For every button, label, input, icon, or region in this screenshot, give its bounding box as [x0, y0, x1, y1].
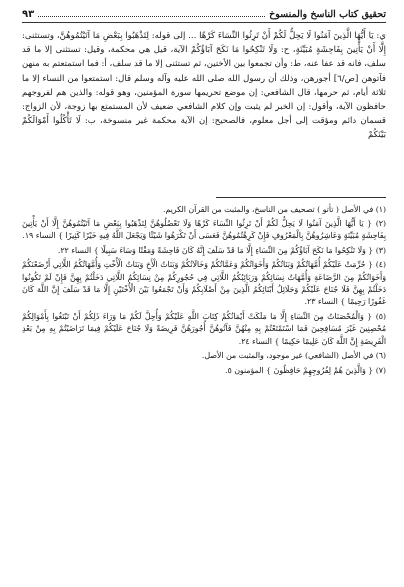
- footnote-5: (٥) { وَالْمُحْصَنَاتُ مِنَ النِّسَاءِ إِلَّا مَا مَلَكَتْ أَيْمَانُكُمْ كِتَابَ اللَّهِ عَلَيْكُمْ وَأُحِلَّ لَكُمْ مَا وَرَاءَ ذَلِكُمْ أَنْ تَبْتَغُوا بِأَمْوَالِكُمْ مُحْصِنِينَ غَيْرَ مُسَافِحِينَ فَمَا اسْتَمْتَعْتُمْ بِهِ مِنْهُنَّ فَآتُوهُنَّ أُجُورَهُنَّ فَرِيضَةً وَلَا جُنَاحَ عَلَيْكُمْ فِيمَا تَرَاضَيْتُمْ بِهِ مِنْ بَعْدِ الْفَرِيضَةِ إِنَّ اللَّهَ كَانَ عَلِيمًا حَكِيمًا } النساء ٢٤.: [22, 311, 386, 346]
- header-rule: [22, 22, 386, 23]
- running-title: تحقيق كتاب الناسخ والمنسوخ: [269, 9, 386, 20]
- footnote-1: (١) في الأصل ( تأتو ) تصحيف من الناسخ، والمثبت من القرآن الكريم.: [162, 204, 386, 214]
- footnote-7: (٧) { وَالَّذِينَ هُمْ لِفُرُوجِهِمْ حَافِظُونَ } المؤمنون ٥.: [225, 365, 386, 375]
- footnotes: [22, 204, 386, 377]
- footnote-separator: [216, 197, 386, 198]
- footnote-3: (٣) { وَلَا تَنْكِحُوا مَا نَكَحَ آبَاؤُكُمْ مِنَ النِّسَاءِ إِلَّا مَا قَدْ سَلَفَ إِنَّهُ كَانَ فَاحِشَةً وَمَقْتًا وَسَاءَ سَبِيلًا } النساء ٢٢.: [57, 245, 386, 255]
- footnote-4: (٤) { حُرِّمَتْ عَلَيْكُمْ أُمَّهَاتُكُمْ وَبَنَاتُكُمْ وَأَخَوَاتُكُمْ وَعَمَّاتُكُمْ وَخَالَاتُكُمْ وَبَنَاتُ الْأَخِ وَبَنَاتُ الْأُخْتِ وَأُمَّهَاتُكُمُ اللَّاتِي أَرْضَعْنَكُمْ وَأَخَوَاتُكُمْ مِنَ الرَّضَاعَةِ وَأُمَّهَاتُ نِسَائِكُمْ وَرَبَائِبُكُمُ اللَّاتِي فِي حُجُورِكُمْ مِنْ نِسَائِكُمُ اللَّاتِي دَخَلْتُمْ بِهِنَّ فَإِنْ لَمْ تَكُونُوا دَخَلْتُمْ بِهِنَّ فَلَا جُنَاحَ عَلَيْكُمْ وَحَلَائِلُ أَبْنَائِكُمُ الَّذِينَ مِنْ أَصْلَابِكُمْ وَأَنْ تَجْمَعُوا بَيْنَ الْأُخْتَيْنِ إِلَّا مَا قَدْ سَلَفَ إِنَّ اللَّهَ كَانَ غَفُورًا رَحِيمًا } النساء ٢٣.: [22, 260, 386, 307]
- header-leader-dots: [38, 16, 265, 17]
- main-paragraph: ي: يَا أَيُّهَا الَّذِينَ آمَنُوا لَا يَحِلُّ لَكُمْ أَنْ تَرِثُوا النِّسَاءَ كَرْهًا ... إلى قوله: لِتَذْهَبُوا بِبَعْضِ مَا آتَيْتُمُوهُنَّ، وتستثنى: إِلَّا أَنْ يَأْتِينَ بِفَاحِشَةٍ مُبَيِّنَةٍ، ح: وَلَا تَنْكِحُوا مَا نَكَحَ آبَاؤُكُمْ الآية، قيل هي محكمة، وقيل: تستثنى إلا ما قد سلف، فانه قد عفا عنه، ط: وأن تجمعوا بين الأختين، ثم تستثنى إلا ما قد سلف، أ: فما استمتعتم به منهن فآتوهن [ص/٦] أجورهن، وذلك أن رسول الله صلى الله عليه وآله وسلم قال: استمتعوا من النساء إلا ما ثلاثة أيام، ثم حرمها، قال الشافعي: إن موضع تحريمها سورة المؤمنين، وهو قوله: والذين هم لفروجهم حافظون الآية، وأقول: إن الخبر لم يثبت وإن كلام الشافعي ضعيف لأن المستمتع بها زوجة، لأن الزواج: قسمان دائم ومؤقت إلى أجل معلوم، فالصحيح: إن الآية محكمة غير منسوخة، ب: لَا تَأْكُلُوا أَمْوَالَكُمْ بَيْنَكُمْ: [22, 31, 386, 141]
- footnote-6: (٦) في الأصل (الشافعي) غير موجود، والمثبت من الأصل.: [201, 351, 386, 361]
- main-text: [22, 29, 386, 143]
- page-number: ٩٣: [22, 9, 35, 20]
- page-header: [22, 6, 386, 20]
- footnote-2: (٢) { يَا أَيُّهَا الَّذِينَ آمَنُوا لَا يَحِلُّ لَكُمْ أَنْ تَرِثُوا النِّسَاءَ كَرْهًا وَلَا تَعْضُلُوهُنَّ لِتَذْهَبُوا بِبَعْضِ مَا آتَيْتُمُوهُنَّ إِلَّا أَنْ يَأْتِينَ بِفَاحِشَةٍ مُبَيِّنَةٍ وَعَاشِرُوهُنَّ بِالْمَعْرُوفِ فَإِنْ كَرِهْتُمُوهُنَّ فَعَسَى أَنْ تَكْرَهُوا شَيْئًا وَيَجْعَلَ اللَّهُ فِيهِ خَيْرًا كَثِيرًا } النساء ١٩.: [22, 219, 386, 241]
